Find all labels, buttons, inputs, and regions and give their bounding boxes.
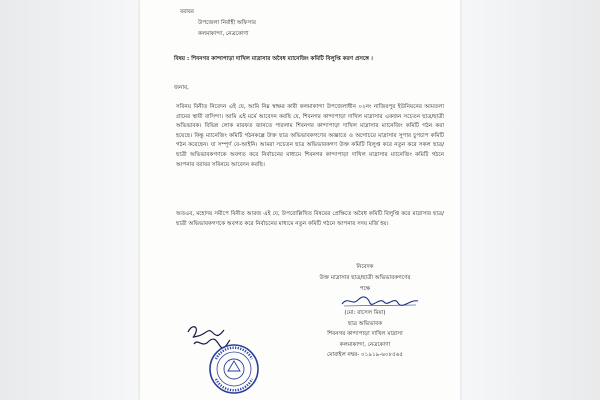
handwritten-signature bbox=[340, 294, 420, 308]
letter-subject: বিষয় : শিবনগর কান্দাপাড়া দাখিল মাদ্রাসার অবৈধ ম্যানেজিং কমিটি বিলুপ্তি করণ প্রসঙ্গে । bbox=[174, 56, 373, 62]
closing-label: নিবেদক bbox=[356, 264, 374, 270]
letter-page bbox=[140, 0, 460, 400]
closing-on-behalf: পক্ষে bbox=[359, 286, 371, 292]
closing-block bbox=[285, 262, 445, 295]
body-paragraph-1: সবিনয় বিনীত নিবেদন এই যে, আমি নিম্ন স্বাক্ষর কারী কলমাকান্দা উপজেলাধীন ০২নং নাজিরপুর ইউনিয়নের আমতলা গ্রামের স্থায়ী বাসিন্দা। আমি এই মর্মে আবেদন করছি যে, শিবনগর কান্দাপাড়া দাখিল মাদ্রাসার একজন সচেতন ছাত্র/ছাত্রী অভিভাবক। বিভিন্ন লোক মারফত জানতে পারলাম শিবনগর কান্দাপাড়া দাখিল মাদ্রাসার ম্যানেজিং কমিটি গঠন করা হয়েছে। কিন্তু ম্যানেজিং কমিটি গঠনকল্পে উক্ত ছাত্র অভিভাবকগণের অজ্ঞাতে ও অগোচরে মাদ্রাসার সুপার চুপচাপ কমিটি গঠন করেছেন। যা সম্পূর্ণ বে-আইনি। আমরা সচেতন ছাত্র অভিভাবকগণ উক্ত কমিটি বিলুপ্ত করে নতুন করে সকল ছাত্র/ছাত্রী অভিভাবকগণকে অবগত করে নির্বাচনের মাধ্যমে শিবনগর কান্দাপাড়া দাখিল মাদ্রাসার ম্যানেজিং কমিটি গঠনে আপনার বরাবর সবিনয়ে আবেদন করছি। bbox=[176, 104, 444, 168]
salutation: জনাব, bbox=[174, 85, 189, 91]
sender-name: (মো: রাসেল মিয়া) bbox=[344, 310, 386, 316]
right-background bbox=[460, 0, 600, 400]
recipient-place: কলমাকান্দা, নেত্রকোণা bbox=[198, 31, 249, 37]
sender-block bbox=[290, 308, 440, 361]
left-background bbox=[0, 0, 140, 400]
sender-institution: শিবনগর কান্দাপাড়া দাখিল মাদ্রাসা bbox=[327, 331, 403, 338]
closing-group: উক্ত মাদ্রাসার ছাত্র/ছাত্রী অভিভাবকগণের bbox=[319, 275, 411, 281]
sender-role: ছাত্র অভিভাবক bbox=[347, 320, 383, 327]
sender-mobile: মোবাইল নম্বর- ০১৯১৯-৬০৮৫৬৫ bbox=[326, 352, 404, 359]
body-paragraph-2: অতএব, মহোদয় সমীপে বিনীত আরজ এই যে, উপরোল্লিখিত বিষয়ের প্রেক্ষিতে অবৈধ কমিটি বিলুপ্তি করে মাদ্রাসার ছাত্র/ছাত্রী অভিভাবকগণকে অবগত করে নির্বাচনের মাধ্যমে নতুন কমিটি গঠনে আপনার সদয় মর্জি হয়। bbox=[176, 211, 444, 227]
official-seal-icon bbox=[208, 343, 260, 395]
sender-place: কলমাকান্দা, নেত্রকোণা bbox=[339, 341, 391, 348]
recipient-label: বরাবর bbox=[180, 9, 195, 15]
recipient-title: উপজেলা নির্বাহী অফিসার bbox=[198, 20, 256, 26]
